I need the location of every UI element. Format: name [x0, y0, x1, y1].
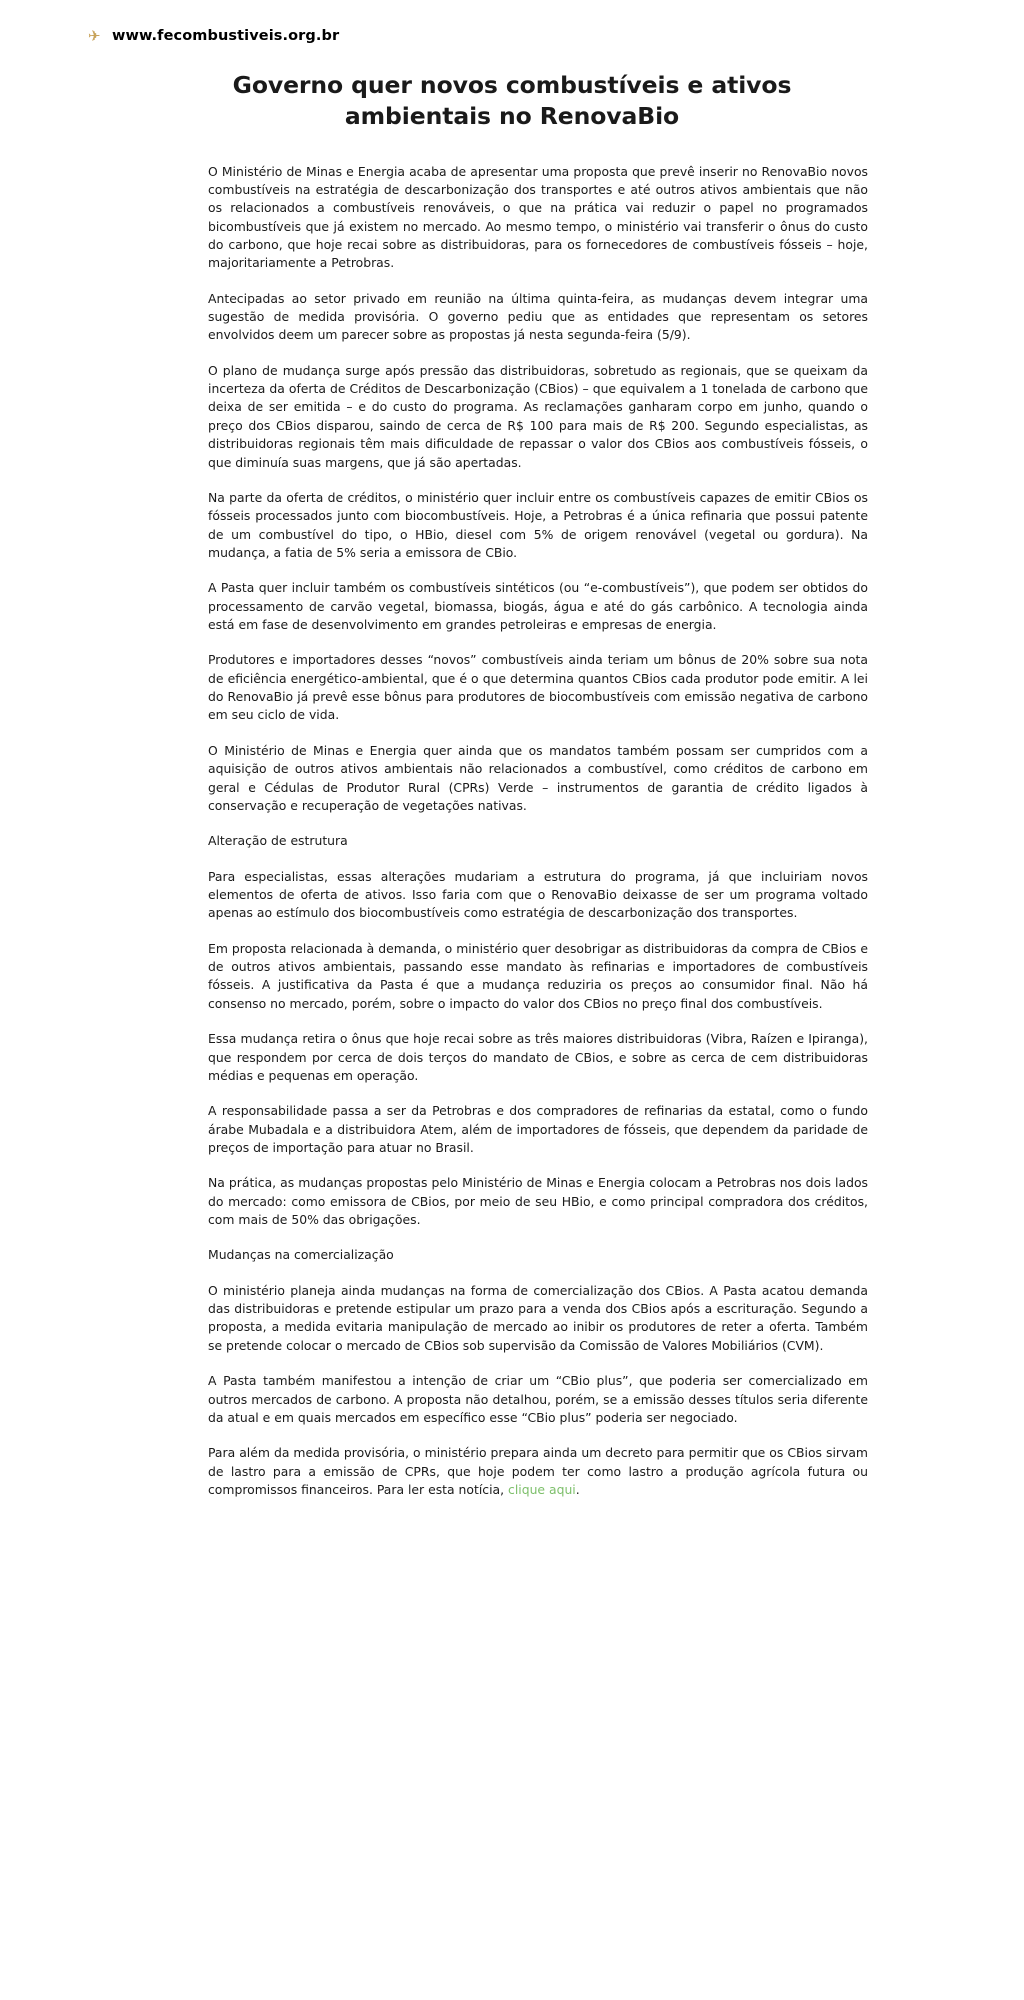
- final-paragraph-text: Para além da medida provisória, o ministério prepara ainda um decreto para permitir que os CBios sirvam de lastro para a emissão de CPRs, que hoje podem ter como lastro a produção agrícola futura ou compromissos financeiros. Para ler esta notícia,: [208, 1445, 868, 1497]
- section-subheading: Mudanças na comercialização: [208, 1247, 394, 1263]
- paragraph: Na parte da oferta de créditos, o ministério quer incluir entre os combustíveis capazes de emitir CBios os fósseis processados junto com biocombustíveis. Hoje, a Petrobras é a única refinaria que possui patente de um combustível do tipo, o HBio, diesel com 5% de origem renovável (vegetal ou gordura). Na mudança, a fatia de 5% seria a emissora de CBio.: [208, 489, 868, 560]
- paragraph: O plano de mudança surge após pressão das distribuidoras, sobretudo as regionais, que se queixam da incerteza da oferta de Créditos de Descarbonização (CBios) – que equivalem a 1 tonelada de carbono que deixa de ser emitida – e do custo do programa. As reclamações ganharam corpo em junho, quando o preço dos CBios disparou, saindo de cerca de R$ 100 para mais de R$ 200. Segundo especialistas, as distribuidoras regionais têm mais dificuldade de repassar o valor dos CBios aos combustíveis fósseis, o que diminuía suas margens, que já são apertadas.: [208, 362, 868, 470]
- paragraph: O Ministério de Minas e Energia acaba de apresentar uma proposta que prevê inserir no RenovaBio novos combustíveis na estratégia de descarbonização dos transportes e até outros ativos ambientais que não os relacionados a combustíveis renováveis, o que na prática vai reduzir o papel no programados bicombustíveis que já existem no mercado. Ao mesmo tempo, o ministério vai transferir o ônus do custo do carbono, que hoje recai sobre as distribuidoras, para os fornecedores de combustíveis fósseis – hoje, majoritariamente a Petrobras.: [208, 163, 868, 271]
- final-paragraph: [208, 1444, 868, 1499]
- paragraph: A responsabilidade passa a ser da Petrobras e dos compradores de refinarias da estatal, como o fundo árabe Mubadala e a distribuidora Atem, além de importadores de fósseis, que dependem da paridade de preços de importação para atuar no Brasil.: [208, 1103, 868, 1155]
- paragraph: Na prática, as mudanças propostas pelo Ministério de Minas e Energia colocam a Petrobras nos dois lados do mercado: como emissora de CBios, por meio de seu HBio, e como principal compradora dos créditos, com mais de 50% das obrigações.: [208, 1175, 868, 1228]
- final-paragraph-suffix: .: [575, 1481, 580, 1497]
- paragraph: A Pasta quer incluir também os combustíveis sintéticos (ou “e-combustíveis”), que podem ser obtidos do processamento de carvão vegetal, biomassa, biogás, água e até do gás carbônico. A tecnologia ainda está em fase de desenvolvimento em grandes petroleiras e empresas de energia.: [208, 580, 868, 633]
- paragraph: Antecipadas ao setor privado em reunião na última quinta-feira, as mudanças devem integrar uma sugestão de medida provisória. O governo pediu que as entidades que representam os setores envolvidos deem um parecer sobre as propostas já nesta segunda-feira (5/9).: [208, 290, 868, 343]
- feather-icon: ✈: [88, 27, 101, 45]
- article-body: [156, 163, 868, 1500]
- paragraph: Produtores e importadores desses “novos” combustíveis ainda teriam um bônus de 20% sobre sua nota de eficiência energético-ambiental, que é o que determina quantos CBios cada produtor pode emitir. A lei do RenovaBio já prevê esse bônus para produtores de biocombustíveis com emissão negativa de carbono em seu ciclo de vida.: [208, 652, 868, 723]
- paragraph: Para especialistas, essas alterações mudariam a estrutura do programa, já que incluiriam novos elementos de oferta de ativos. Isso faria com que o RenovaBio deixasse de ser um programa voltado apenas ao estímulo dos biocombustíveis como estratégia de descarbonização dos transportes.: [208, 868, 868, 921]
- page-title: Governo quer novos combustíveis e ativos ambientais no RenovaBio: [232, 71, 792, 131]
- site-url: www.fecombustiveis.org.br: [112, 28, 340, 44]
- site-header: [0, 0, 1024, 44]
- paragraph: A Pasta também manifestou a intenção de criar um “CBio plus”, que poderia ser comercializado em outros mercados de carbono. A proposta não detalhou, porém, se a emissão desses títulos seria diferente da atual e em quais mercados em específico esse “CBio plus” poderia ser negociado.: [208, 1373, 868, 1425]
- paragraph: Em proposta relacionada à demanda, o ministério quer desobrigar as distribuidoras da compra de CBios e de outros ativos ambientais, passando esse mandato às refinarias e importadores de combustíveis fósseis. A justificativa da Pasta é que a mudança reduziria os preços ao consumidor final. Não há consenso no mercado, porém, sobre o impacto do valor dos CBios no preço final dos combustíveis.: [208, 940, 868, 1011]
- section-subheading: Alteração de estrutura: [208, 833, 348, 849]
- read-more-link[interactable]: clique aqui: [508, 1481, 576, 1497]
- paragraph: O ministério planeja ainda mudanças na forma de comercialização dos CBios. A Pasta acatou demanda das distribuidoras e pretende estipular um prazo para a venda dos CBios após a escrituração. Segundo a proposta, a medida evitaria manipulação de mercado ao inibir os produtores de reter a oferta. Também se pretende colocar o mercado de CBios sob supervisão da Comissão de Valores Mobiliários (CVM).: [208, 1282, 868, 1353]
- paragraph: Essa mudança retira o ônus que hoje recai sobre as três maiores distribuidoras (Vibra, Raízen e Ipiranga), que respondem por cerca de dois terços do mandato de CBios, e sobre as cerca de cem distribuidoras médias e pequenas em operação.: [208, 1031, 868, 1083]
- paragraph: O Ministério de Minas e Energia quer ainda que os mandatos também possam ser cumpridos com a aquisição de outros ativos ambientais não relacionados a combustível, como créditos de carbono em geral e Cédulas de Produtor Rural (CPRs) Verde – instrumentos de garantia de crédito ligados à conservação e recuperação de vegetações nativas.: [208, 742, 868, 813]
